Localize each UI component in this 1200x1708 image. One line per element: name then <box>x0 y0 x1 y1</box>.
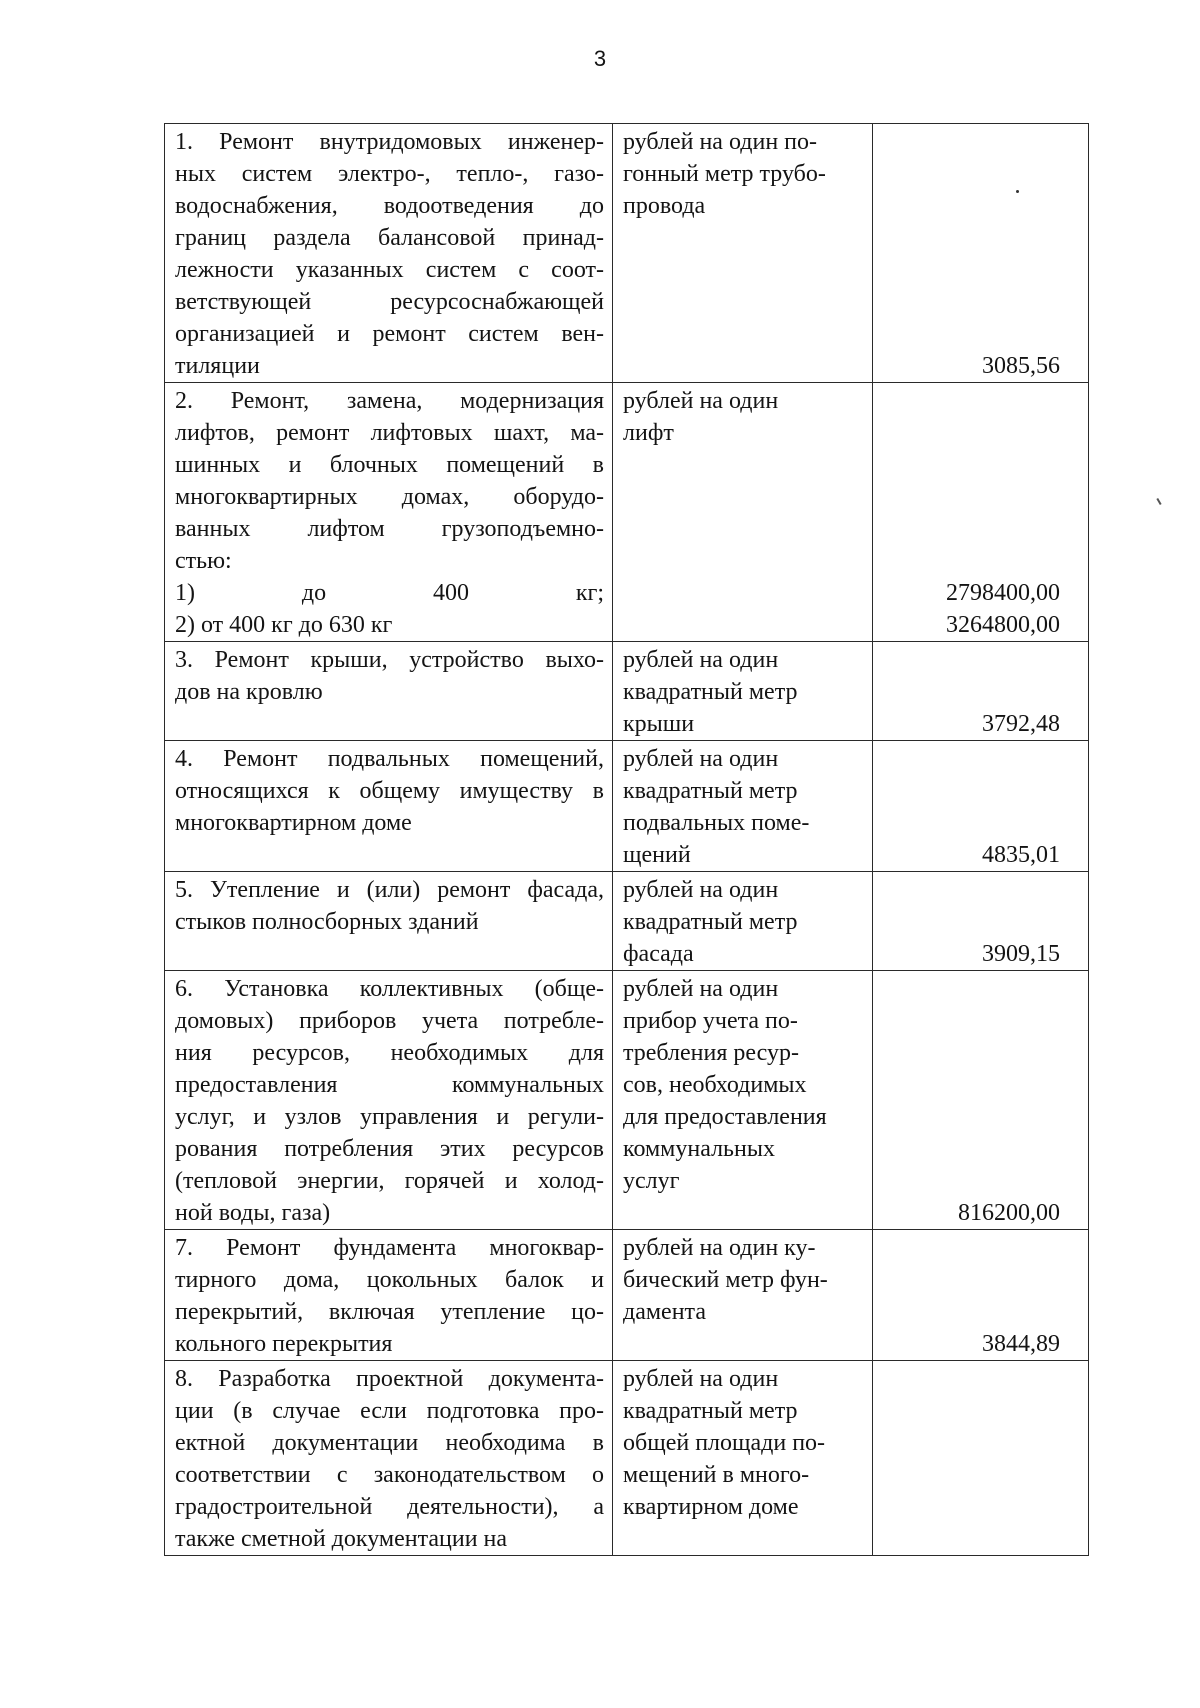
scan-mark <box>1156 498 1161 505</box>
work-description-line: ции (в случае если подготовка про- <box>175 1398 604 1424</box>
unit-line: рублей на один <box>623 647 779 673</box>
work-description-line: 8. Разработка проектной документа- <box>175 1366 604 1392</box>
cost-value: 3909,15 <box>982 941 1060 967</box>
unit-line: квадратный метр <box>623 778 798 804</box>
unit-line: квадратный метр <box>623 909 798 935</box>
table-row <box>165 872 1089 971</box>
work-description-cell <box>165 741 613 872</box>
unit-line: коммунальных <box>623 1136 775 1162</box>
work-description-line: ния ресурсов, необходимых для <box>175 1040 604 1066</box>
unit-line: квадратный метр <box>623 679 798 705</box>
unit-cell <box>613 872 873 971</box>
work-description-line: 7. Ремонт фундамента многоквар- <box>175 1235 604 1261</box>
unit-cell <box>613 971 873 1230</box>
unit-line: рублей на один <box>623 388 779 414</box>
cost-cell <box>873 971 1089 1230</box>
work-description-line: 1. Ремонт внутридомовых инженер- <box>175 129 604 155</box>
unit-cell <box>613 1230 873 1361</box>
work-description-line: границ раздела балансовой принад- <box>175 225 604 251</box>
cost-cell <box>873 872 1089 971</box>
cost-value: 3085,56 <box>982 353 1060 379</box>
unit-cell <box>613 1361 873 1556</box>
work-description-line: ванных лифтом грузоподъемно- <box>175 516 604 542</box>
unit-line: бический метр фун- <box>623 1267 828 1293</box>
cost-value: 3844,89 <box>982 1331 1060 1357</box>
work-description-line: тирного дома, цокольных балок и <box>175 1267 604 1293</box>
unit-line: услуг <box>623 1168 680 1194</box>
rates-table <box>164 123 1089 1556</box>
unit-line: прибор учета по- <box>623 1008 798 1034</box>
work-description-line: также сметной документации на <box>175 1526 508 1552</box>
page-number: 3 <box>593 46 607 71</box>
cost-cell <box>873 1230 1089 1361</box>
work-description-line: организацией и ремонт систем вен- <box>175 321 604 347</box>
work-description-line: ной воды, газа) <box>175 1200 331 1226</box>
unit-line: сов, необходимых <box>623 1072 807 1098</box>
work-description-line: ектной документации необходима в <box>175 1430 604 1456</box>
work-description-line: многоквартирных домах, оборудо- <box>175 484 604 510</box>
work-description-line: относящихся к общему имуществу в <box>175 778 604 804</box>
cost-cell <box>873 124 1089 383</box>
unit-line: подвальных поме- <box>623 810 810 836</box>
work-description-line: дов на кровлю <box>175 679 323 705</box>
work-description-line: 1) до 400 кг; <box>175 580 604 606</box>
unit-cell <box>613 642 873 741</box>
table-row <box>165 1230 1089 1361</box>
work-description-line: стыков полносборных зданий <box>175 909 479 935</box>
work-description-line: соответствии с законодательством о <box>175 1462 604 1488</box>
unit-line: для предоставления <box>623 1104 827 1130</box>
unit-line: рублей на один <box>623 1366 779 1392</box>
table-row <box>165 741 1089 872</box>
cost-cell <box>873 383 1089 642</box>
work-description-line: многоквартирном доме <box>175 810 412 836</box>
work-description-cell <box>165 124 613 383</box>
scan-speck <box>1016 190 1019 193</box>
work-description-cell <box>165 383 613 642</box>
work-description-line: водоснабжения, водоотведения до <box>175 193 604 219</box>
table-row <box>165 642 1089 741</box>
work-description-line: 2) от 400 кг до 630 кг <box>175 612 393 638</box>
work-description-line: шинных и блочных помещений в <box>175 452 604 478</box>
cost-value: 816200,00 <box>958 1200 1060 1226</box>
work-description-line: лежности указанных систем с соот- <box>175 257 604 283</box>
unit-line: квадратный метр <box>623 1398 798 1424</box>
work-description-line: кольного перекрытия <box>175 1331 393 1357</box>
work-description-line: тиляции <box>175 353 260 379</box>
unit-line: лифт <box>623 420 674 446</box>
work-description-line: 3. Ремонт крыши, устройство выхо- <box>175 647 604 673</box>
unit-line: провода <box>623 193 706 219</box>
unit-line: рублей на один <box>623 976 779 1002</box>
unit-line: щений <box>623 842 691 868</box>
work-description-line: ных систем электро-, тепло-, газо- <box>175 161 604 187</box>
work-description-cell <box>165 642 613 741</box>
unit-line: мещений в много- <box>623 1462 810 1488</box>
work-description-line: 6. Установка коллективных (обще- <box>175 976 604 1002</box>
cost-cell <box>873 741 1089 872</box>
cost-cell <box>873 1361 1089 1556</box>
work-description-line: услуг, и узлов управления и регули- <box>175 1104 604 1130</box>
work-description-line: предоставления коммунальных <box>175 1072 604 1098</box>
work-description-cell <box>165 1361 613 1556</box>
work-description-line: градостроительной деятельности), а <box>175 1494 604 1520</box>
work-description-line: 4. Ремонт подвальных помещений, <box>175 746 604 772</box>
table-row <box>165 124 1089 383</box>
cost-value: 4835,01 <box>982 842 1060 868</box>
unit-line: фасада <box>623 941 694 967</box>
work-description-line: лифтов, ремонт лифтовых шахт, ма- <box>175 420 604 446</box>
unit-line: рублей на один <box>623 877 779 903</box>
work-description-line: стью: <box>175 548 232 574</box>
cost-cell <box>873 642 1089 741</box>
work-description-line: 5. Утепление и (или) ремонт фасада, <box>175 877 604 903</box>
unit-cell <box>613 383 873 642</box>
unit-line: квартирном доме <box>623 1494 799 1520</box>
work-description-line: перекрытий, включая утепление цо- <box>175 1299 604 1325</box>
unit-line: гонный метр трубо- <box>623 161 826 187</box>
cost-value: 3264800,00 <box>946 612 1060 638</box>
cost-value: 2798400,00 <box>946 580 1060 606</box>
unit-line: дамента <box>623 1299 706 1325</box>
cost-value: 3792,48 <box>982 711 1060 737</box>
unit-line: крыши <box>623 711 695 737</box>
table-row <box>165 383 1089 642</box>
work-description-cell <box>165 872 613 971</box>
work-description-line: 2. Ремонт, замена, модернизация <box>175 388 604 414</box>
table-row <box>165 1361 1089 1556</box>
unit-line: рублей на один <box>623 746 779 772</box>
rates-table-body <box>165 124 1089 1556</box>
unit-cell <box>613 124 873 383</box>
work-description-cell <box>165 1230 613 1361</box>
unit-line: рублей на один ку- <box>623 1235 816 1261</box>
work-description-line: рования потребления этих ресурсов <box>175 1136 604 1162</box>
work-description-line: (тепловой энергии, горячей и холод- <box>175 1168 604 1194</box>
unit-line: общей площади по- <box>623 1430 826 1456</box>
unit-line: требления ресур- <box>623 1040 799 1066</box>
work-description-cell <box>165 971 613 1230</box>
work-description-line: ветствующей ресурсоснабжающей <box>175 289 604 315</box>
unit-cell <box>613 741 873 872</box>
unit-line: рублей на один по- <box>623 129 817 155</box>
table-row <box>165 971 1089 1230</box>
work-description-line: домовых) приборов учета потребле- <box>175 1008 604 1034</box>
